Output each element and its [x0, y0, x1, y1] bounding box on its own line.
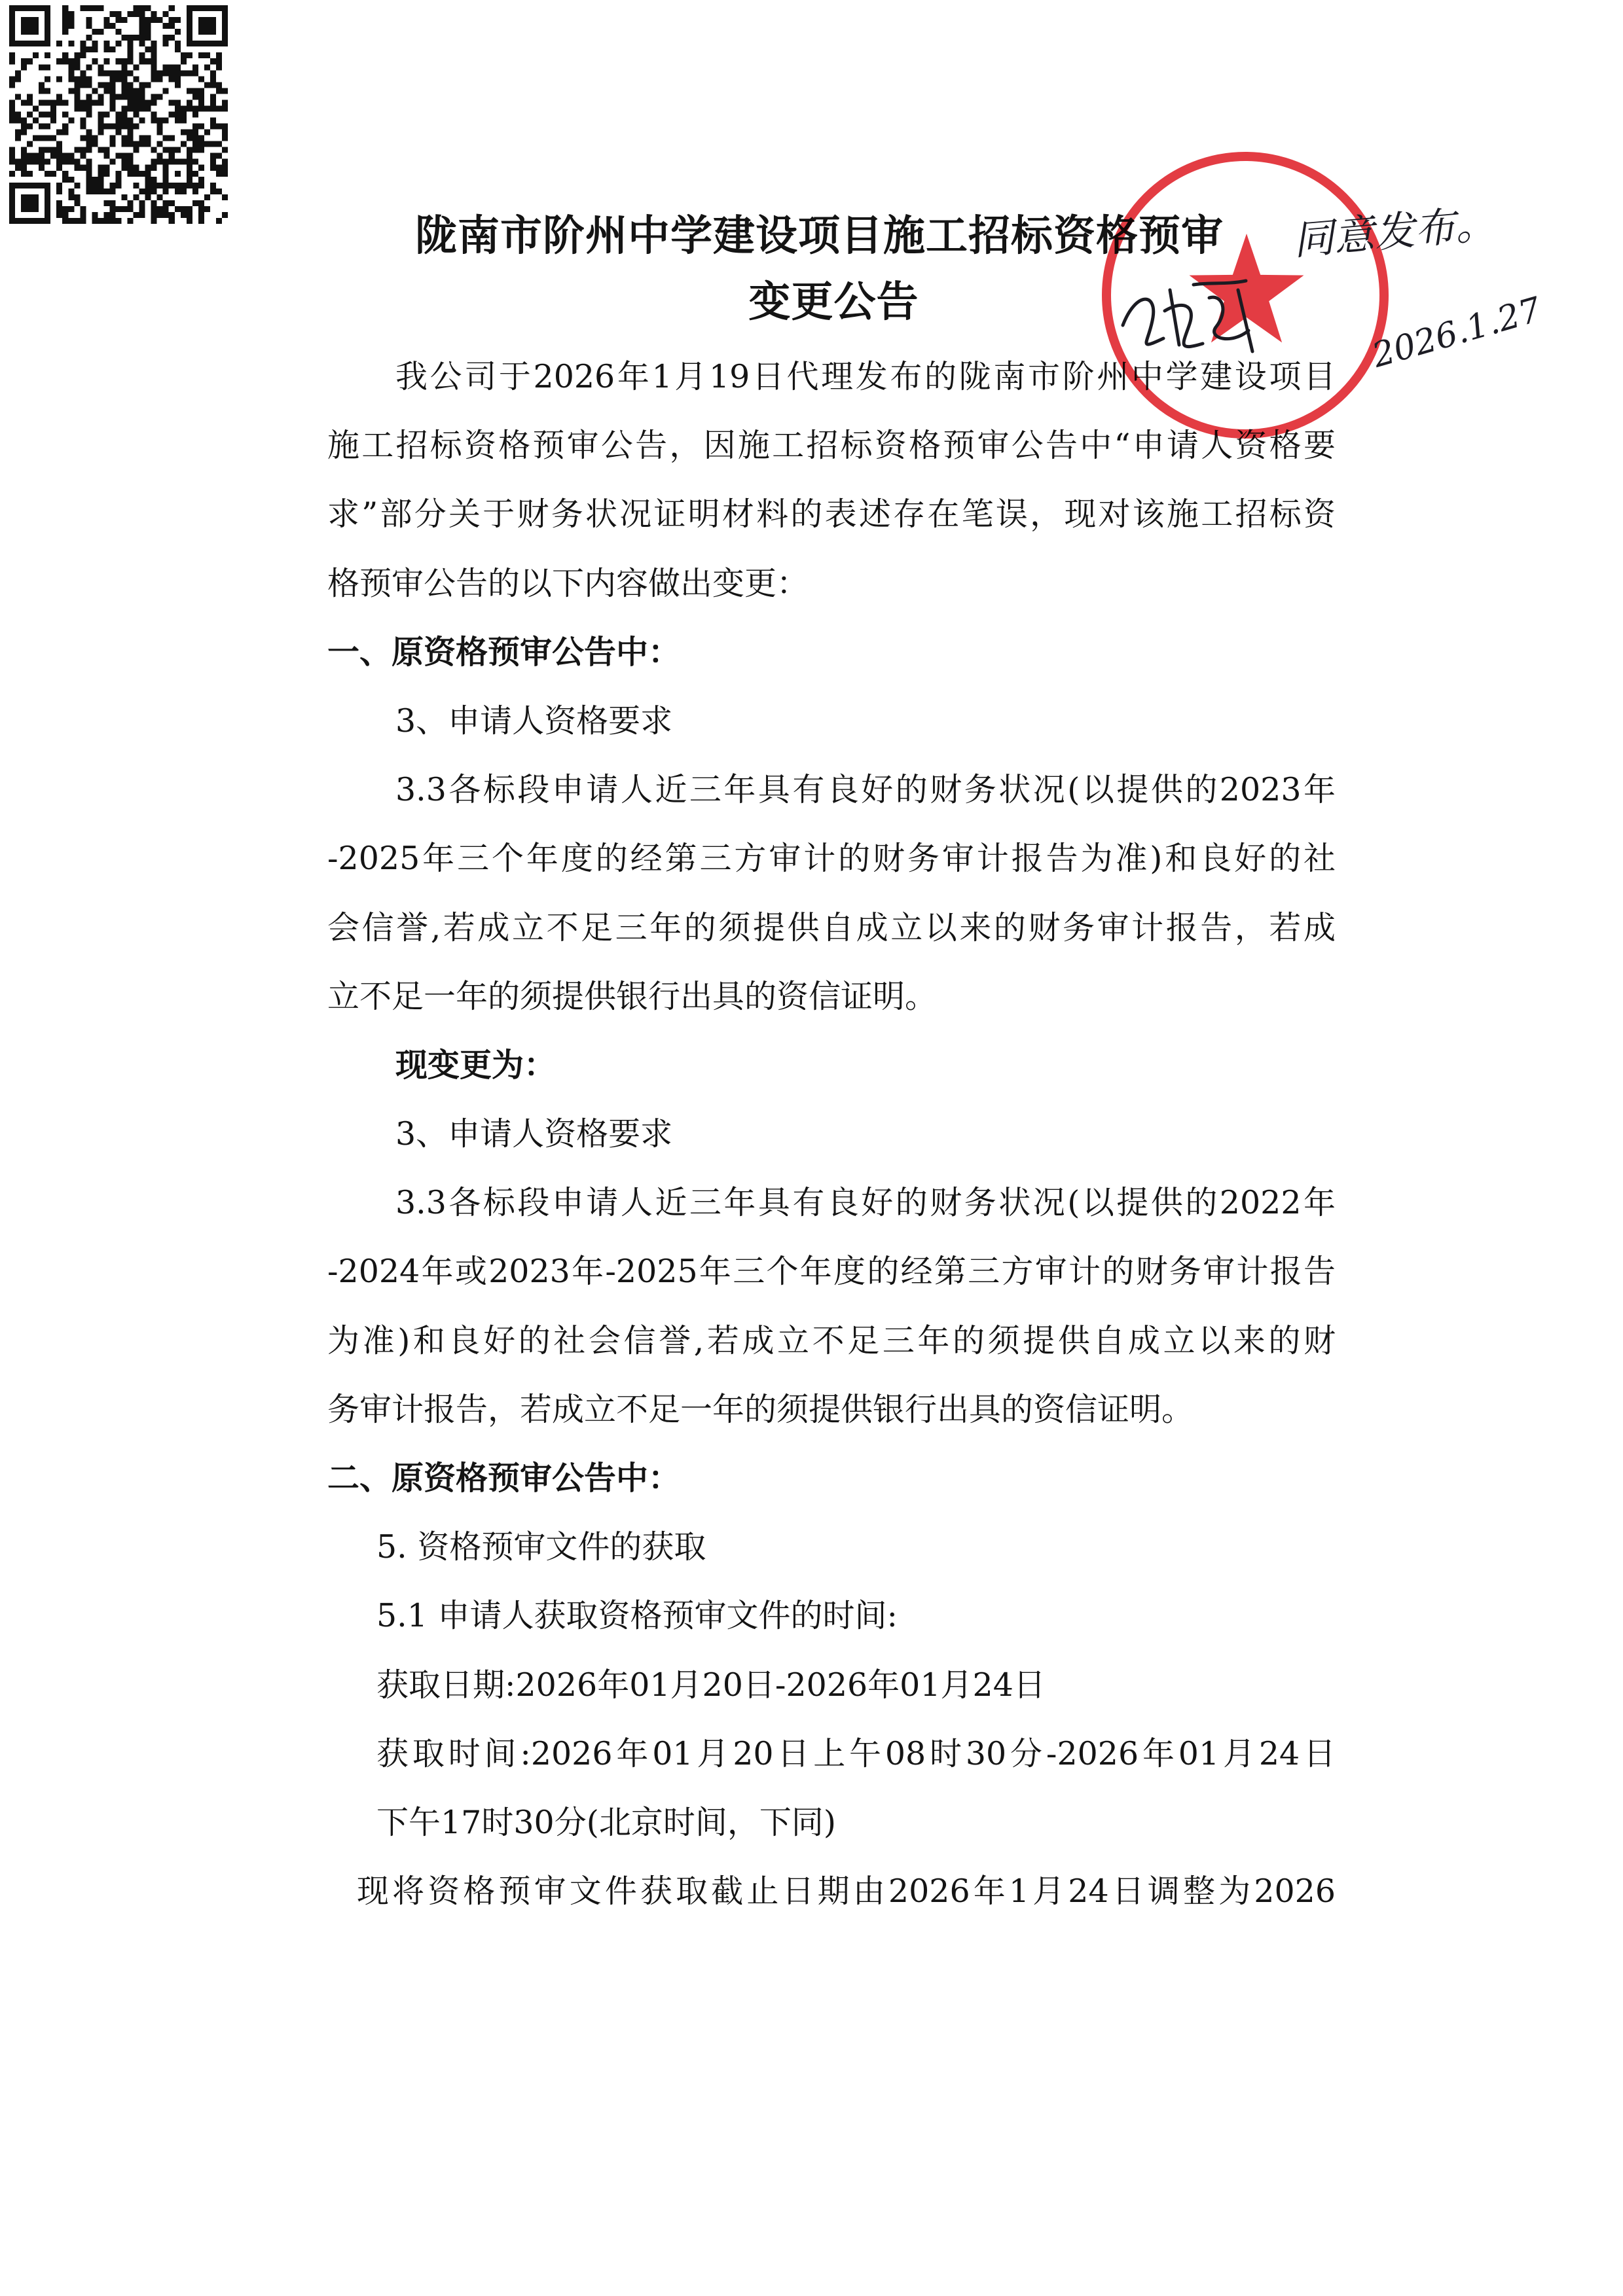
intro-line: 施工招标资格预审公告，因施工招标资格预审公告中“申请人资格要 [327, 427, 1336, 465]
section1-item-heading: 3、申请人资格要求 [395, 702, 673, 740]
section1-item-line: 立不足一年的须提供银行出具的资信证明。 [327, 977, 938, 1015]
qr-code-icon [9, 5, 228, 224]
document-title-line1: 陇南市阶州中学建设项目施工招标资格预审 [415, 211, 1224, 260]
change-heading: 现变更为： [395, 1045, 556, 1084]
closing-line: 现将资格预审文件获取截止日期由2026年1月24日调整为2026 [357, 1873, 1336, 1910]
change-item-line: 为准)和良好的社会信誉,若成立不足三年的须提供自成立以来的财 [327, 1321, 1336, 1359]
intro-line: 我公司于2026年1月19日代理发布的陇南市阶州中学建设项目 [395, 358, 1336, 395]
section1-item-line: 会信誉,若成立不足三年的须提供自成立以来的财务审计报告，若成 [327, 908, 1336, 946]
section1-heading: 一、原资格预审公告中： [327, 632, 681, 671]
acquisition-time-line: 获取时间:2026年01月20日上午08时30分-2026年01月24日 [376, 1734, 1336, 1772]
intro-line: 格预审公告的以下内容做出变更： [327, 564, 809, 602]
qr-code-modules [9, 5, 228, 224]
section2-item-heading: 5. 资格预审文件的获取 [376, 1528, 706, 1566]
document-body [0, 342, 1623, 1926]
handwritten-date: 2026.1.27 [1368, 290, 1546, 376]
acquisition-time-line: 下午17时30分(北京时间，下同) [376, 1803, 836, 1841]
section2-heading: 二、原资格预审公告中： [327, 1459, 681, 1497]
acquisition-date-line: 获取日期:2026年01月20日-2026年01月24日 [376, 1666, 1046, 1704]
intro-line: 求”部分关于财务状况证明材料的表述存在笔误，现对该施工招标资 [327, 495, 1336, 533]
change-item-heading: 3、申请人资格要求 [395, 1115, 673, 1153]
change-item-line: -2024年或2023年-2025年三个年度的经第三方审计的财务审计报告 [327, 1253, 1336, 1291]
handwritten-approval-note: 同意发布。 [1291, 199, 1498, 264]
change-item-line: 3.3各标段申请人近三年具有良好的财务状况(以提供的2022年 [395, 1184, 1336, 1222]
section2-sub-heading: 5.1 申请人获取资格预审文件的时间: [376, 1597, 898, 1635]
change-item-line: 务审计报告，若成立不足一年的须提供银行出具的资信证明。 [327, 1390, 1194, 1428]
handwritten-signature-icon [1116, 265, 1273, 363]
section1-item-line: 3.3各标段申请人近三年具有良好的财务状况(以提供的2023年 [395, 771, 1336, 809]
document-title-line2: 变更公告 [748, 278, 919, 327]
section1-item-line: -2025年三个年度的经第三方审计的财务审计报告为准)和良好的社 [327, 840, 1336, 878]
